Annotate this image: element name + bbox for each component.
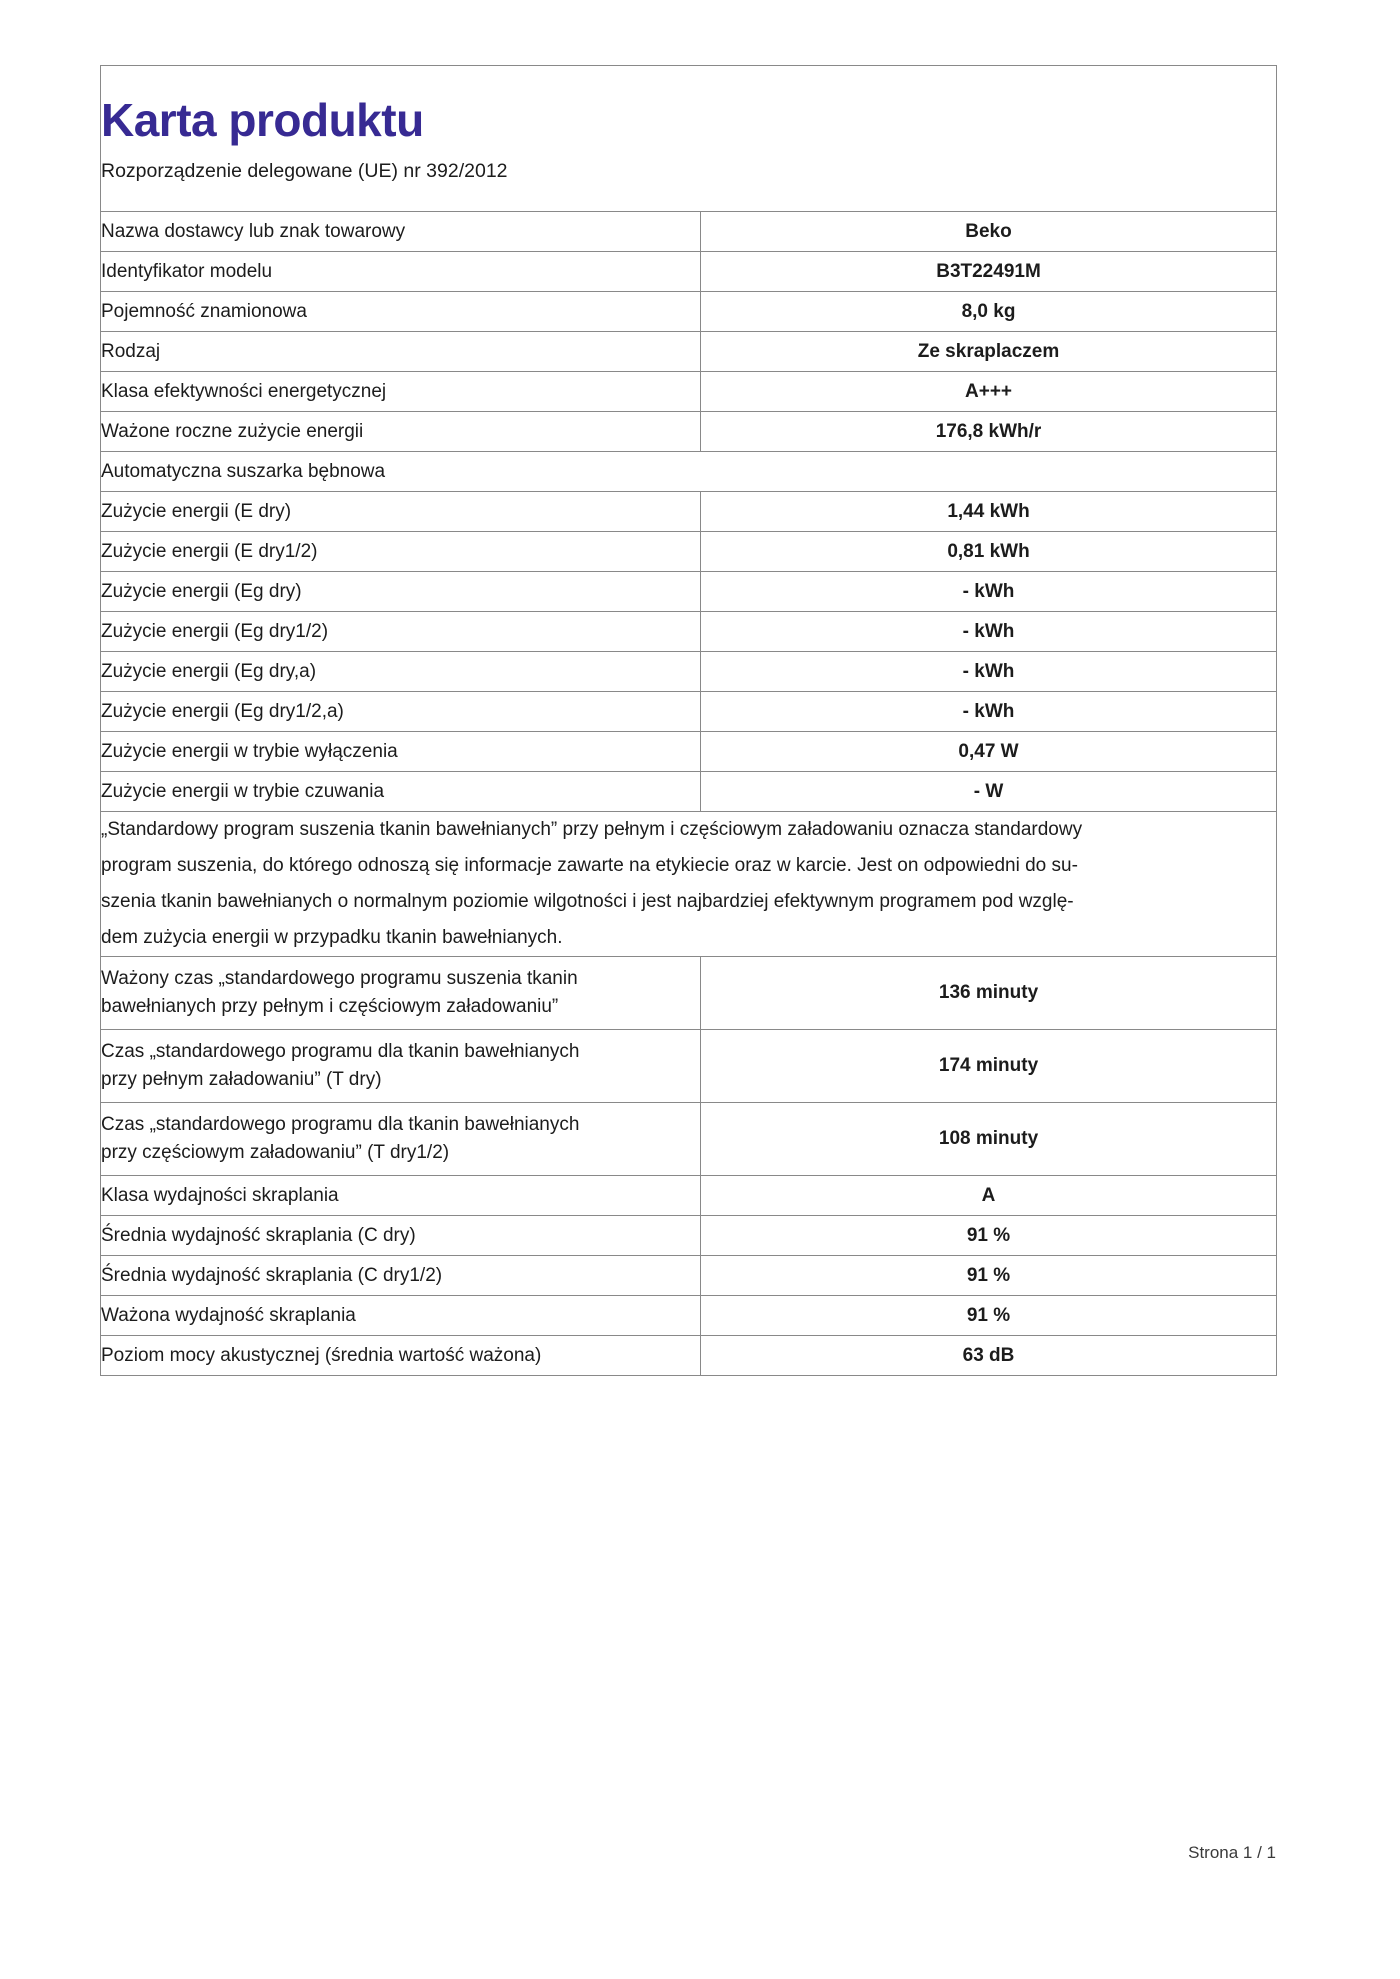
title-row xyxy=(101,66,1277,212)
row-label: Zużycie energii (Eg dry) xyxy=(101,572,701,612)
row-label: Ważone roczne zużycie energii xyxy=(101,412,701,452)
table-row xyxy=(101,252,1277,292)
table-row xyxy=(101,1103,1277,1176)
row-value: A+++ xyxy=(701,372,1277,412)
table-row xyxy=(101,212,1277,252)
row-value: 91 % xyxy=(701,1216,1277,1256)
row-value: 136 minuty xyxy=(701,957,1277,1030)
row-label: Poziom mocy akustycznej (średnia wartość ważona) xyxy=(101,1336,701,1376)
row-label: Zużycie energii (E dry1/2) xyxy=(101,532,701,572)
row-value: B3T22491M xyxy=(701,252,1277,292)
section-header-row xyxy=(101,452,1277,492)
table-row xyxy=(101,772,1277,812)
row-value: 176,8 kWh/r xyxy=(701,412,1277,452)
section-header: Automatyczna suszarka bębnowa xyxy=(101,452,1277,492)
row-value: - kWh xyxy=(701,572,1277,612)
table-row xyxy=(101,1176,1277,1216)
title-block xyxy=(101,66,1277,212)
row-label: Rodzaj xyxy=(101,332,701,372)
row-label: Zużycie energii (Eg dry1/2,a) xyxy=(101,692,701,732)
row-value: 91 % xyxy=(701,1256,1277,1296)
table-row xyxy=(101,652,1277,692)
row-value: - kWh xyxy=(701,692,1277,732)
regulation-subtitle: Rozporządzenie delegowane (UE) nr 392/2012 xyxy=(101,160,508,183)
row-label: Czas „standardowego programu dla tkanin bawełnianych przy pełnym załadowaniu” (T dry) xyxy=(101,1030,701,1103)
row-label: Zużycie energii w trybie wyłączenia xyxy=(101,732,701,772)
table-row xyxy=(101,1030,1277,1103)
row-label: Zużycie energii (Eg dry,a) xyxy=(101,652,701,692)
table-row xyxy=(101,1336,1277,1376)
table-row xyxy=(101,957,1277,1030)
row-label: Nazwa dostawcy lub znak towarowy xyxy=(101,212,701,252)
table-row xyxy=(101,332,1277,372)
table-row xyxy=(101,372,1277,412)
row-value: 8,0 kg xyxy=(701,292,1277,332)
page-number: Strona 1 / 1 xyxy=(1188,1843,1276,1862)
row-value: - W xyxy=(701,772,1277,812)
table-row xyxy=(101,292,1277,332)
table-row xyxy=(101,612,1277,652)
note-paragraph: „Standardowy program suszenia tkanin bawełnianych” przy pełnym i częściowym załadowaniu oznacza standardowy program suszenia, do którego odnoszą się informacje zawarte na etykiecie oraz w karcie. Jest on odpowiedni do su- szenia tkanin bawełnianych o normalnym poziomie wilgotności i jest najbardziej efektywnym programem pod wzglę- dem zużycia energii w przypadku tkanin bawełnianych. xyxy=(101,812,1277,957)
row-value: 0,81 kWh xyxy=(701,532,1277,572)
row-value: Ze skraplaczem xyxy=(701,332,1277,372)
row-value: Beko xyxy=(701,212,1277,252)
table-row xyxy=(101,572,1277,612)
row-value: 63 dB xyxy=(701,1336,1277,1376)
row-value: 1,44 kWh xyxy=(701,492,1277,532)
row-label: Zużycie energii (E dry) xyxy=(101,492,701,532)
row-value: - kWh xyxy=(701,652,1277,692)
table-row xyxy=(101,1296,1277,1336)
page-title: Karta produktu xyxy=(101,93,424,146)
row-label: Klasa efektywności energetycznej xyxy=(101,372,701,412)
row-value: 0,47 W xyxy=(701,732,1277,772)
row-label: Czas „standardowego programu dla tkanin bawełnianych przy częściowym załadowaniu” (T dry1/2) xyxy=(101,1103,701,1176)
row-label: Klasa wydajności skraplania xyxy=(101,1176,701,1216)
row-label: Ważony czas „standardowego programu suszenia tkanin bawełnianych przy pełnym i częściowym załadowaniu” xyxy=(101,957,701,1030)
note-paragraph-row xyxy=(101,812,1277,957)
row-label: Średnia wydajność skraplania (C dry) xyxy=(101,1216,701,1256)
row-label: Identyfikator modelu xyxy=(101,252,701,292)
row-label: Zużycie energii w trybie czuwania xyxy=(101,772,701,812)
row-value: 91 % xyxy=(701,1296,1277,1336)
row-value: A xyxy=(701,1176,1277,1216)
table-row xyxy=(101,412,1277,452)
row-value: 108 minuty xyxy=(701,1103,1277,1176)
product-fiche-table xyxy=(100,65,1277,1376)
row-label: Zużycie energii (Eg dry1/2) xyxy=(101,612,701,652)
table-row xyxy=(101,492,1277,532)
row-label: Średnia wydajność skraplania (C dry1/2) xyxy=(101,1256,701,1296)
document-page xyxy=(100,65,1277,1376)
table-row xyxy=(101,532,1277,572)
row-label: Pojemność znamionowa xyxy=(101,292,701,332)
row-value: - kWh xyxy=(701,612,1277,652)
table-row xyxy=(101,1256,1277,1296)
row-label: Ważona wydajność skraplania xyxy=(101,1296,701,1336)
product-table-body xyxy=(101,212,1277,1376)
table-row xyxy=(101,1216,1277,1256)
table-row xyxy=(101,692,1277,732)
table-row xyxy=(101,732,1277,772)
row-value: 174 minuty xyxy=(701,1030,1277,1103)
